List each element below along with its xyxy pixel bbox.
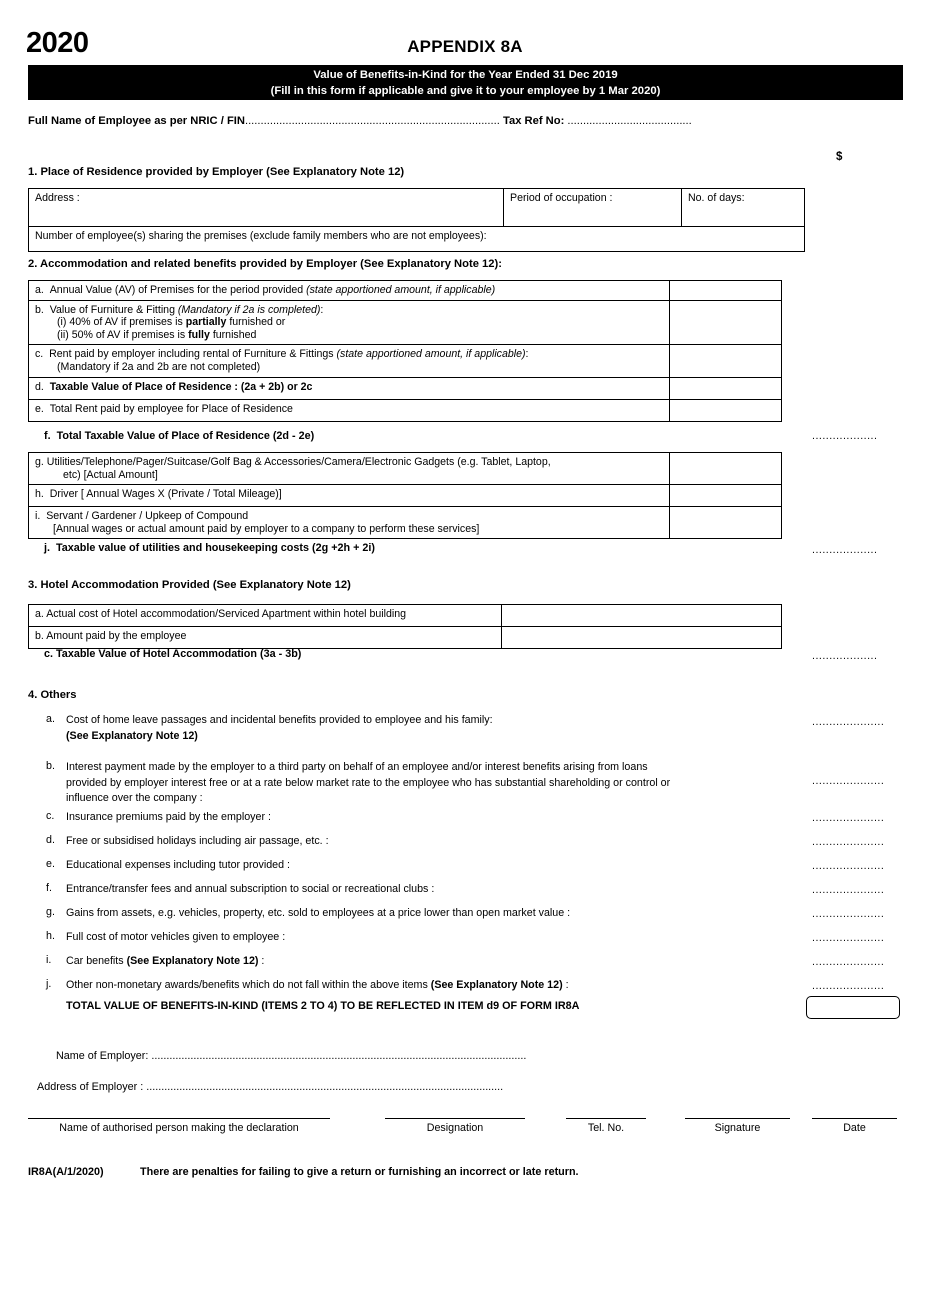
item-4d-letter: d.: [46, 834, 55, 846]
item-4i-post: :: [258, 955, 265, 967]
no-of-days-cell[interactable]: [682, 189, 805, 227]
row-2e-label: [29, 399, 670, 421]
item-4h-amount-dots[interactable]: .....................: [812, 932, 885, 944]
period-of-occupation-cell[interactable]: [504, 189, 682, 227]
row-2b-sub-ii-pre: (ii) 50% of AV if premises is: [57, 328, 189, 341]
section-2-lower-table: [28, 452, 782, 539]
row-2a-amount[interactable]: [670, 281, 782, 301]
row-2g-text: Utilities/Telephone/Pager/Suitcase/Golf Bag & Accessories/Camera/Electronic Gadgets (e.g. Tablet, Laptop,: [46, 456, 551, 468]
row-2j-summary: [44, 542, 375, 554]
item-4b-line-2: provided by employer interest free or at a rate below market rate to the employee who has substantial shareholding or control or: [66, 776, 671, 789]
banner-line-2: (Fill in this form if applicable and give it to your employee by 1 Mar 2020): [270, 85, 661, 97]
row-2g-letter: g.: [35, 456, 44, 468]
address-cell[interactable]: [29, 189, 504, 227]
row-2c-label: [29, 345, 670, 377]
row-2e-text: Total Rent paid by employee for Place of Residence: [49, 402, 293, 415]
row-2j-letter: j.: [44, 542, 50, 554]
form-year: 2020: [26, 27, 89, 59]
item-4b-line-3: influence over the company :: [66, 792, 203, 804]
table-row: [29, 281, 782, 301]
form-subtitle-banner: [28, 65, 903, 100]
section-2-upper-table: [28, 280, 782, 422]
row-2f-amount-dots[interactable]: ...................: [812, 430, 878, 442]
row-3b-label: b. Amount paid by the employee: [29, 627, 502, 649]
row-2d-label: [29, 377, 670, 399]
row-2c-tail: :: [525, 348, 529, 361]
item-4b-amount-dots[interactable]: .....................: [812, 775, 885, 787]
row-2b-sub-i-post: furnished or: [226, 316, 286, 329]
total-value-label: TOTAL VALUE OF BENEFITS-IN-KIND (ITEMS 2 TO 4) TO BE REFLECTED IN ITEM d9 OF FORM IR8A: [66, 1000, 580, 1012]
item-4j-note: (See Explanatory Note 12): [430, 979, 563, 991]
row-2i-amount[interactable]: [670, 507, 782, 539]
item-4h-letter: h.: [46, 930, 55, 942]
row-2b-amount[interactable]: [670, 300, 782, 345]
section-3-heading: 3. Hotel Accommodation Provided (See Explanatory Note 12): [28, 579, 351, 591]
row-2a-label: [29, 281, 670, 301]
item-4a-amount-dots[interactable]: .....................: [812, 716, 885, 728]
row-2b-sub-ii: [35, 329, 664, 342]
item-4g-text: Gains from assets, e.g. vehicles, property, etc. sold to employees at a price lower than open market value :: [66, 907, 571, 919]
row-2b-letter: b.: [35, 303, 44, 316]
item-4a-letter: a.: [46, 713, 55, 725]
row-3a-amount[interactable]: [502, 605, 782, 627]
item-4h-text: Full cost of motor vehicles given to employee :: [66, 931, 286, 943]
row-2b-sub-i: [35, 316, 664, 329]
telephone-line[interactable]: [566, 1118, 646, 1119]
sharing-label: Number of employee(s) sharing the premises (exclude family members who are not employees):: [35, 230, 487, 242]
item-4a-text: [66, 713, 493, 744]
item-4j-pre: Other non-monetary awards/benefits which do not fall within the above items: [66, 979, 431, 991]
row-2g-label: [29, 453, 670, 485]
table-row: [29, 345, 782, 377]
row-3c-amount-dots[interactable]: ...................: [812, 650, 878, 662]
signature-label: Signature: [714, 1122, 761, 1134]
section-1-heading: 1. Place of Residence provided by Employer (See Explanatory Note 12): [28, 166, 405, 178]
row-2j-text: Taxable value of utilities and housekeeping costs (2g +2h + 2i): [56, 542, 375, 554]
section-3-table: [28, 604, 782, 649]
currency-symbol: $: [836, 151, 843, 163]
item-4j-post: :: [562, 979, 569, 991]
row-2g-amount[interactable]: [670, 453, 782, 485]
row-2c-sub: (Mandatory if 2a and 2b are not completed): [57, 360, 261, 373]
table-row: [29, 377, 782, 399]
row-2e-amount[interactable]: [670, 399, 782, 421]
row-2b-sub-i-bold: partially: [185, 316, 227, 329]
item-4e-amount-dots[interactable]: .....................: [812, 860, 885, 872]
penalty-notice: There are penalties for failing to give a return or furnishing an incorrect or late return.: [140, 1166, 579, 1178]
row-2f-letter: f.: [44, 430, 51, 442]
item-4c-letter: c.: [46, 810, 55, 822]
item-4d-text: Free or subsidised holidays including air passage, etc. :: [66, 835, 329, 847]
tax-ref-field[interactable]: ........................................: [567, 115, 692, 127]
form-code: IR8A(A/1/2020): [28, 1166, 104, 1178]
employer-address-label: Address of Employer :: [37, 1081, 144, 1093]
section-2-heading: 2. Accommodation and related benefits provided by Employer (See Explanatory Note 12):: [28, 258, 502, 270]
item-4f-amount-dots[interactable]: .....................: [812, 884, 885, 896]
item-4i-note: (See Explanatory Note 12): [126, 955, 259, 967]
row-3a-label: a. Actual cost of Hotel accommodation/Serviced Apartment within hotel building: [29, 605, 502, 627]
item-4i-text: [66, 954, 264, 970]
row-2d-letter: d.: [35, 380, 44, 393]
item-4e-text: Educational expenses including tutor provided :: [66, 859, 290, 871]
row-3c-summary: [44, 648, 301, 660]
row-2i-sub: [Annual wages or actual amount paid by employer to a company to perform these services]: [53, 522, 480, 535]
row-3c-letter: c.: [44, 648, 54, 660]
row-2b-italic: (Mandatory if 2a is completed): [177, 303, 321, 316]
item-4i-amount-dots[interactable]: .....................: [812, 956, 885, 968]
employer-address-row: [37, 1081, 907, 1093]
date-label: Date: [843, 1122, 866, 1134]
row-2d-text: Taxable Value of Place of Residence : (2a + 2b) or 2c: [49, 380, 313, 393]
table-row: [29, 605, 782, 627]
row-3c-text: Taxable Value of Hotel Accommodation (3a - 3b): [56, 648, 302, 660]
item-4a-line-1: Cost of home leave passages and incidental benefits provided to employee and his family:: [66, 714, 493, 726]
table-row: [29, 507, 782, 539]
item-4e-letter: e.: [46, 858, 55, 870]
item-4d-amount-dots[interactable]: .....................: [812, 836, 885, 848]
row-2b-sub-ii-bold: fully: [188, 328, 210, 341]
item-4a-line-2: (See Explanatory Note 12): [66, 729, 198, 742]
item-4f-letter: f.: [46, 882, 52, 894]
row-2a-italic: (state apportioned amount, if applicable): [306, 284, 496, 296]
row-2b-sub-i-pre: (i) 40% of AV if premises is: [57, 316, 186, 329]
row-2g-sub: etc) [Actual Amount]: [63, 468, 158, 481]
row-2c-text: Rent paid by employer including rental of Furniture & Fittings: [49, 348, 337, 361]
row-2h-label: [29, 485, 670, 507]
table-row: [29, 189, 805, 227]
banner-line-1: Value of Benefits-in-Kind for the Year Ended 31 Dec 2019: [313, 69, 618, 81]
row-2a-letter: a.: [35, 284, 44, 296]
row-2c-amount[interactable]: [670, 345, 782, 377]
row-2i-label: [29, 507, 670, 539]
telephone-label: Tel. No.: [587, 1122, 625, 1134]
employee-name-field[interactable]: ..................................................................................: [244, 115, 500, 127]
table-row: [29, 399, 782, 421]
item-4j-amount-dots[interactable]: .....................: [812, 980, 885, 992]
date-line[interactable]: [812, 1118, 897, 1119]
item-4j-letter: j.: [46, 978, 52, 990]
item-4c-amount-dots[interactable]: .....................: [812, 812, 885, 824]
designation-line[interactable]: [385, 1118, 525, 1119]
row-2b-text: Value of Furniture & Fitting: [49, 303, 178, 316]
row-2d-amount[interactable]: [670, 377, 782, 399]
row-2c-italic: (state apportioned amount, if applicable): [336, 348, 526, 361]
item-4j-text: [66, 978, 569, 994]
employer-name-field[interactable]: .............................................................................................................................: [151, 1050, 527, 1062]
tax-ref-label: Tax Ref No:: [502, 115, 565, 127]
row-2h-amount[interactable]: [670, 485, 782, 507]
period-label: Period of occupation :: [510, 192, 613, 204]
item-4g-amount-dots[interactable]: .....................: [812, 908, 885, 920]
page-title: APPENDIX 8A: [407, 37, 523, 56]
row-2b-sub-ii-post: furnished: [209, 328, 257, 341]
employer-name-label: Name of Employer:: [56, 1050, 149, 1062]
employees-sharing-cell[interactable]: [29, 227, 805, 252]
item-4b-letter: b.: [46, 760, 55, 772]
declarant-name-label: Name of authorised person making the declaration: [59, 1122, 299, 1134]
table-row: [29, 627, 782, 649]
row-2c-letter: c.: [35, 348, 44, 361]
section-1-table: [28, 188, 805, 252]
item-4b-text: [66, 760, 806, 807]
row-2h-text: Driver [ Annual Wages X (Private / Total Mileage)]: [49, 488, 282, 501]
employer-name-row: [56, 1050, 906, 1062]
total-value-input[interactable]: [806, 996, 900, 1019]
table-row: [29, 300, 782, 345]
row-2e-letter: e.: [35, 402, 44, 415]
employee-name-label: Full Name of Employee as per NRIC / FIN: [28, 115, 245, 127]
row-2b-tail: :: [320, 303, 324, 316]
row-2b-label: [29, 300, 670, 345]
days-label: No. of days:: [688, 192, 745, 204]
row-3b-amount[interactable]: [502, 627, 782, 649]
row-2i-letter: i.: [35, 510, 41, 523]
employer-address-field[interactable]: .......................................................................................................................: [146, 1081, 504, 1093]
row-2i-text: Servant / Gardener / Upkeep of Compound: [46, 510, 249, 523]
address-label: Address :: [35, 192, 80, 204]
row-2j-amount-dots[interactable]: ...................: [812, 544, 878, 556]
row-2f-summary: [44, 430, 314, 442]
employee-identification-row: [28, 115, 903, 127]
designation-label: Designation: [426, 1122, 484, 1134]
item-4i-pre: Car benefits: [66, 955, 127, 967]
item-4f-text: Entrance/transfer fees and annual subscription to social or recreational clubs :: [66, 883, 435, 895]
item-4b-line-1: Interest payment made by the employer to a third party on behalf of an employee and/or interest benefits arising from loans: [66, 761, 648, 773]
table-row: [29, 227, 805, 252]
item-4c-text: Insurance premiums paid by the employer :: [66, 811, 271, 823]
row-2a-text: Annual Value (AV) of Premises for the period provided: [49, 284, 307, 296]
row-2f-text: Total Taxable Value of Place of Residence (2d - 2e): [56, 430, 315, 442]
table-row: [29, 453, 782, 485]
item-4g-letter: g.: [46, 906, 55, 918]
row-2h-letter: h.: [35, 488, 44, 501]
signature-line[interactable]: [685, 1118, 790, 1119]
declarant-name-line[interactable]: [28, 1118, 330, 1119]
item-4i-letter: i.: [46, 954, 52, 966]
table-row: [29, 485, 782, 507]
section-4-heading: 4. Others: [28, 689, 77, 701]
